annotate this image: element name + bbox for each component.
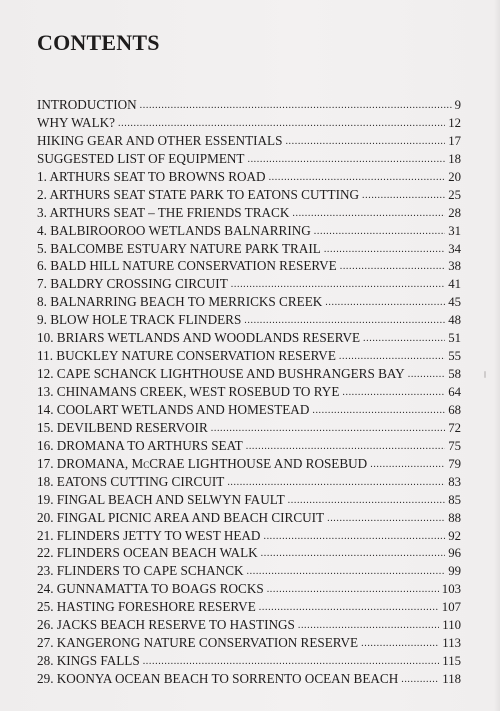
toc-entry-title: 8. BALNARRING BEACH TO MERRICKS CREEK <box>37 294 323 310</box>
page-title: CONTENTS <box>37 30 160 55</box>
toc-entry-page-number: 17 <box>448 133 461 148</box>
toc-entry[interactable] <box>37 186 461 204</box>
toc-entry-title: 3. ARTHURS SEAT – THE FRIENDS TRACK <box>37 204 290 220</box>
dot-leader <box>269 169 446 187</box>
dot-leader <box>342 384 445 402</box>
toc-entry[interactable] <box>37 275 461 293</box>
toc-entry-title: INTRODUCTION <box>37 97 137 112</box>
toc-entry-page-number: 20 <box>448 169 461 184</box>
toc-entry-title: 20. FINGAL PICNIC AREA AND BEACH CIRCUIT <box>37 509 325 525</box>
dot-leader <box>285 133 445 151</box>
toc-entry-title: 13. CHINAMANS CREEK, WEST ROSEBUD TO RYE <box>37 384 340 399</box>
toc-entry[interactable] <box>37 527 461 545</box>
toc-entry[interactable] <box>37 580 461 598</box>
toc-entry-title: 21. FLINDERS JETTY TO WEST HEAD <box>37 527 261 543</box>
toc-entry[interactable] <box>37 437 461 455</box>
toc-entry[interactable] <box>37 114 461 132</box>
dot-leader <box>370 456 445 474</box>
toc-entry-title: 24. GUNNAMATTA TO BOAGS ROCKS <box>37 581 264 597</box>
dot-leader <box>325 294 445 312</box>
dot-leader <box>288 492 446 510</box>
toc-entry-title: 14. COOLART WETLANDS AND HOMESTEAD <box>37 401 310 417</box>
toc-entry-page-number: 28 <box>448 205 461 220</box>
dot-leader <box>143 653 440 671</box>
dot-leader <box>267 581 439 599</box>
toc-entry-title: WHY WALK? <box>37 114 116 130</box>
toc-entry-title: 17. DROMANA, McCRAE LIGHTHOUSE AND ROSEBUD <box>37 455 368 471</box>
toc-entry[interactable] <box>37 168 461 186</box>
toc-entry-page-number: 64 <box>448 385 461 399</box>
toc-entry[interactable] <box>37 204 461 222</box>
toc-entry-page-number: 83 <box>448 474 461 489</box>
toc-entry-page-number: 113 <box>442 636 461 651</box>
dot-leader <box>312 402 445 420</box>
toc-entry[interactable] <box>37 383 461 401</box>
toc-entry-page-number: 51 <box>448 331 461 346</box>
toc-entry-title: 19. FINGAL BEACH AND SELWYN FAULT <box>37 491 285 507</box>
toc-entry[interactable] <box>37 311 461 329</box>
dot-leader <box>362 187 445 205</box>
toc-entry[interactable] <box>37 616 461 634</box>
toc-entry-title: 29. KOONYA OCEAN BEACH TO SORRENTO OCEAN BEACH <box>37 671 399 686</box>
page-edge-shadow <box>494 0 500 711</box>
toc-entry-title: 2. ARTHURS SEAT STATE PARK TO EATONS CUTTING <box>37 186 360 202</box>
dot-leader <box>292 205 445 223</box>
toc-entry-page-number: 12 <box>448 115 461 130</box>
toc-entry[interactable] <box>37 222 461 240</box>
toc-entry-page-number: 68 <box>448 402 461 417</box>
toc-entry[interactable] <box>37 670 461 688</box>
toc-entry[interactable] <box>37 598 461 616</box>
toc-entry-title: 18. EATONS CUTTING CIRCUIT <box>37 473 225 489</box>
dot-leader <box>259 599 439 617</box>
dot-leader <box>244 312 445 330</box>
toc-entry-page-number: 115 <box>442 654 461 669</box>
toc-entry[interactable] <box>37 240 461 258</box>
toc-entry-title: SUGGESTED LIST OF EQUIPMENT <box>37 150 245 166</box>
toc-entry-page-number: 110 <box>442 618 461 633</box>
toc-entry-title: 4. BALBIROOROO WETLANDS BALNARRING <box>37 222 311 238</box>
toc-entry-title: 10. BRIARS WETLANDS AND WOODLANDS RESERVE <box>37 330 361 346</box>
dot-leader <box>327 510 445 528</box>
toc-entry-title: 25. HASTING FORESHORE RESERVE <box>37 599 256 615</box>
toc-entry-page-number: 48 <box>448 313 461 328</box>
toc-entry-title: 27. KANGERONG NATURE CONSERVATION RESERVE <box>37 635 359 651</box>
toc-entry-title: 15. DEVILBEND RESERVOIR <box>37 419 208 435</box>
toc-entry-page-number: 38 <box>448 259 461 274</box>
toc-entry[interactable] <box>37 96 461 114</box>
dot-leader <box>324 241 445 259</box>
toc-entry[interactable] <box>37 634 461 652</box>
dot-leader <box>140 97 452 115</box>
toc-entry-title: 26. JACKS BEACH RESERVE TO HASTINGS <box>37 617 295 633</box>
toc-entry-page-number: 85 <box>448 492 461 507</box>
toc-entry-page-number: 55 <box>448 349 461 364</box>
dot-leader <box>363 330 445 348</box>
toc-entry-title: 9. BLOW HOLE TRACK FLINDERS <box>37 312 242 328</box>
toc-entry[interactable] <box>37 652 461 670</box>
toc-entry-page-number: 18 <box>448 151 461 166</box>
toc-entry-page-number: 25 <box>448 187 461 202</box>
toc-entry[interactable] <box>37 293 461 311</box>
toc-entry-page-number: 96 <box>448 546 461 561</box>
toc-entry-page-number: 31 <box>448 223 461 238</box>
toc-entry[interactable] <box>37 491 461 509</box>
toc-entry-title: 16. DROMANA TO ARTHURS SEAT <box>37 437 243 453</box>
toc-entry-title: 6. BALD HILL NATURE CONSERVATION RESERVE <box>37 258 337 274</box>
toc-entry-page-number: 34 <box>448 241 461 256</box>
toc-entry-page-number: 103 <box>441 582 461 597</box>
toc-entry-title: 12. CAPE SCHANCK LIGHTHOUSE AND BUSHRANGERS BAY <box>37 366 405 382</box>
page-mark <box>484 371 486 378</box>
dot-leader <box>361 635 439 653</box>
toc-entry-page-number: 107 <box>441 600 461 615</box>
toc-entry-title: 11. BUCKLEY NATURE CONSERVATION RESERVE <box>37 348 336 364</box>
dot-leader <box>261 545 446 563</box>
toc-entry[interactable] <box>37 419 461 437</box>
dot-leader <box>314 223 445 241</box>
toc-entry[interactable] <box>37 347 461 365</box>
toc-entry-page-number: 79 <box>448 456 461 471</box>
toc-entry[interactable] <box>37 562 461 580</box>
dot-leader <box>263 528 445 546</box>
toc-entry-title: 23. FLINDERS TO CAPE SCHANCK <box>37 563 244 579</box>
dot-leader <box>118 115 445 133</box>
toc-entry-title: 7. BALDRY CROSSING CIRCUIT <box>37 276 228 292</box>
dot-leader <box>247 563 446 581</box>
toc-entry-page-number: 75 <box>448 438 461 453</box>
toc-entry[interactable] <box>37 132 461 150</box>
toc-entry-page-number: 9 <box>454 98 461 112</box>
toc-entry-page-number: 99 <box>448 564 461 579</box>
toc-entry[interactable] <box>37 329 461 347</box>
toc-entry-page-number: 41 <box>448 277 461 292</box>
toc-entry[interactable] <box>37 473 461 491</box>
toc-entry-title: HIKING GEAR AND OTHER ESSENTIALS <box>37 132 283 148</box>
toc-entry[interactable] <box>37 150 461 168</box>
dot-leader <box>211 420 445 438</box>
dot-leader <box>401 671 439 689</box>
toc-entry[interactable] <box>37 401 461 419</box>
toc-entry-page-number: 88 <box>448 510 461 525</box>
toc-entry-page-number: 58 <box>448 367 461 382</box>
toc-entry[interactable] <box>37 509 461 527</box>
toc-entry-page-number: 92 <box>448 528 461 543</box>
toc-entry-title: 28. KINGS FALLS <box>37 653 140 669</box>
toc-entry-page-number: 118 <box>442 672 461 686</box>
toc-entry[interactable] <box>37 455 461 473</box>
dot-leader <box>340 258 445 276</box>
dot-leader <box>231 276 445 294</box>
dot-leader <box>246 438 445 456</box>
toc-entry-page-number: 45 <box>448 295 461 310</box>
toc-entry-title: 22. FLINDERS OCEAN BEACH WALK <box>37 545 258 561</box>
dot-leader <box>227 474 445 492</box>
dot-leader <box>408 366 445 384</box>
toc-entry[interactable] <box>37 365 461 383</box>
toc-entry-title: 5. BALCOMBE ESTUARY NATURE PARK TRAIL <box>37 240 321 256</box>
dot-leader <box>339 348 445 366</box>
toc-entry[interactable] <box>37 544 461 562</box>
toc-entry[interactable] <box>37 257 461 275</box>
toc-entry-page-number: 72 <box>448 420 461 435</box>
table-of-contents <box>37 96 461 688</box>
toc-entry-title: 1. ARTHURS SEAT TO BROWNS ROAD <box>37 168 266 184</box>
dot-leader <box>247 151 445 169</box>
dot-leader <box>298 617 439 635</box>
